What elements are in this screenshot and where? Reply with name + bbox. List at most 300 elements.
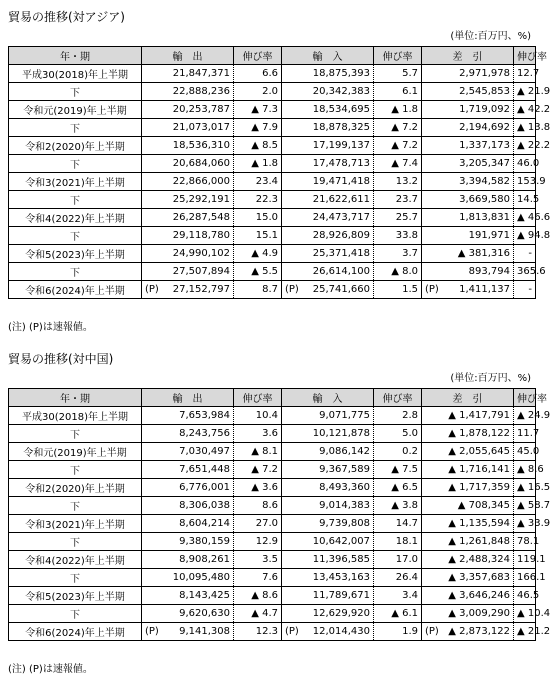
imports-cell [282,533,374,551]
table-row [9,605,536,623]
exports-value: 26,287,548 [172,212,230,223]
imports-value: 19,471,418 [312,176,370,187]
imports-value: 28,926,809 [312,230,370,241]
imports-cell [282,407,374,425]
imports-value: 8,493,360 [319,482,370,493]
china-unit-label: (単位:百万円、%) [450,373,531,384]
imports-rate-cell: ▲ 7.4 [374,155,422,173]
exports-rate-cell: 23.4 [234,173,282,191]
imports-rate-cell: 18.1 [374,533,422,551]
header-exports: 輸 出 [142,389,234,407]
exports-cell [142,515,234,533]
balance-cell [422,101,514,119]
balance-value: ▲ 1,417,791 [448,410,510,421]
exports-rate-cell: ▲ 7.9 [234,119,282,137]
balance-rate-cell: ▲ 10.4 [514,605,536,623]
balance-rate-cell: ▲ 21.2 [514,623,536,641]
balance-value: ▲ 381,316 [457,248,510,259]
balance-value: ▲ 1,261,848 [448,536,510,547]
balance-rate-cell: ▲ 24.9 [514,407,536,425]
balance-value: ▲ 2,055,645 [448,446,510,457]
imports-rate-cell: 6.1 [374,83,422,101]
period-cell: 令和元(2019)年上半期 [9,443,142,461]
imports-value: 13,453,163 [312,572,370,583]
balance-cell [422,407,514,425]
header-exports: 輸 出 [142,47,234,65]
header-period: 年・期 [9,47,142,65]
exports-cell [142,407,234,425]
period-cell: 下 [9,497,142,515]
exports-rate-cell: 3.5 [234,551,282,569]
header-imports: 輸 入 [282,389,374,407]
exports-cell [142,281,234,299]
exports-value: 20,684,060 [172,158,230,169]
imports-rate-cell: 5.0 [374,425,422,443]
exports-value: 9,380,159 [179,536,230,547]
header-balance: 差 引 [422,389,514,407]
china-section [8,352,550,677]
imports-rate-cell: 25.7 [374,209,422,227]
balance-rate-cell: 14.5 [514,191,536,209]
imports-cell [282,281,374,299]
imports-value: 24,473,717 [312,212,370,223]
exports-rate-cell: 22.3 [234,191,282,209]
balance-cell [422,497,514,515]
exports-value: 8,908,261 [179,554,230,565]
header-imports: 輸 入 [282,47,374,65]
balance-rate-cell: 46.0 [514,155,536,173]
balance-rate-cell: 119.1 [514,551,536,569]
balance-cell [422,191,514,209]
balance-value: 191,971 [468,230,510,241]
exports-value: 22,888,236 [172,86,230,97]
imports-cell [282,587,374,605]
china-note: (注) (P)は速報値。 [8,664,93,675]
table-row [9,119,536,137]
period-cell: 下 [9,191,142,209]
balance-cell [422,245,514,263]
exports-rate-cell: 6.6 [234,65,282,83]
period-cell: 令和3(2021)年上半期 [9,173,142,191]
table-header-row [9,47,536,65]
balance-cell [422,263,514,281]
exports-rate-cell: 7.6 [234,569,282,587]
exports-rate-cell: ▲ 4.9 [234,245,282,263]
table-row [9,227,536,245]
period-cell: 下 [9,461,142,479]
imports-rate-cell: ▲ 7.2 [374,119,422,137]
table-row [9,407,536,425]
period-cell: 平成30(2018)年上半期 [9,407,142,425]
balance-value: 1,719,092 [459,104,510,115]
exports-rate-cell: 12.9 [234,533,282,551]
imports-value: 20,342,383 [312,86,370,97]
preliminary-marker: (P) [425,284,439,295]
table-row [9,191,536,209]
balance-value: ▲ 1,716,141 [448,464,510,475]
exports-rate-cell: 12.3 [234,623,282,641]
balance-value: ▲ 1,878,122 [448,428,510,439]
exports-rate-cell: ▲ 3.6 [234,479,282,497]
china-trade-table [8,388,550,641]
header-balance-rate: 伸び率 [514,389,536,407]
exports-rate-cell: 15.0 [234,209,282,227]
table-row [9,587,536,605]
exports-cell [142,155,234,173]
exports-rate-cell: ▲ 4.7 [234,605,282,623]
asia-title: 貿易の推移(対アジア) [8,10,125,24]
balance-value: 1,337,173 [459,140,510,151]
period-cell: 下 [9,605,142,623]
exports-cell [142,83,234,101]
table-row [9,173,536,191]
exports-value: 21,847,371 [172,68,230,79]
exports-rate-cell: 3.6 [234,425,282,443]
balance-rate-cell: 365.6 [514,263,536,281]
imports-cell [282,551,374,569]
period-cell: 令和5(2023)年上半期 [9,587,142,605]
imports-value: 9,739,808 [319,518,370,529]
table-row [9,245,536,263]
header-import-rate: 伸び率 [374,47,422,65]
period-cell: 令和元(2019)年上半期 [9,101,142,119]
balance-rate-cell: ▲ 21.9 [514,83,536,101]
exports-cell [142,173,234,191]
period-cell: 令和6(2024)年上半期 [9,623,142,641]
period-cell: 令和6(2024)年上半期 [9,281,142,299]
imports-rate-cell: ▲ 1.8 [374,101,422,119]
balance-cell [422,587,514,605]
exports-cell [142,623,234,641]
exports-cell [142,587,234,605]
imports-value: 9,086,142 [319,446,370,457]
exports-value: 7,030,497 [179,446,230,457]
balance-value: 1,813,831 [459,212,510,223]
imports-value: 21,622,611 [312,194,370,205]
imports-value: 18,878,325 [312,122,370,133]
imports-cell [282,425,374,443]
exports-cell [142,569,234,587]
imports-value: 12,629,920 [312,608,370,619]
china-table-body [9,407,550,641]
exports-cell [142,461,234,479]
imports-value: 18,875,393 [312,68,370,79]
imports-cell [282,497,374,515]
exports-value: 29,118,780 [172,230,230,241]
balance-cell [422,569,514,587]
balance-cell [422,209,514,227]
balance-cell [422,65,514,83]
exports-value: 22,866,000 [172,176,230,187]
imports-rate-cell: 2.8 [374,407,422,425]
period-cell: 下 [9,155,142,173]
period-cell: 下 [9,263,142,281]
imports-value: 10,642,007 [312,536,370,547]
table-row [9,137,536,155]
china-title: 貿易の推移(対中国) [8,352,114,366]
period-cell: 下 [9,83,142,101]
balance-value: 1,411,137 [459,284,510,295]
table-row [9,65,536,83]
table-row [9,443,536,461]
balance-rate-cell: 12.7 [514,65,536,83]
exports-rate-cell: ▲ 7.3 [234,101,282,119]
table-header-row [9,389,536,407]
imports-rate-cell: 17.0 [374,551,422,569]
balance-cell [422,137,514,155]
header-balance: 差 引 [422,47,514,65]
exports-rate-cell: 8.7 [234,281,282,299]
exports-cell [142,605,234,623]
exports-rate-cell: ▲ 5.5 [234,263,282,281]
imports-cell [282,479,374,497]
balance-value: 3,205,347 [459,158,510,169]
preliminary-marker: (P) [285,626,299,637]
balance-rate-cell: 166.1 [514,569,536,587]
exports-value: 27,152,797 [172,284,230,295]
header-export-rate: 伸び率 [234,389,282,407]
imports-cell [282,137,374,155]
imports-rate-cell: 3.7 [374,245,422,263]
balance-rate-cell: 45.0 [514,443,536,461]
imports-value: 25,371,418 [312,248,370,259]
imports-cell [282,515,374,533]
balance-rate-cell: 46.5 [514,587,536,605]
exports-cell [142,551,234,569]
balance-cell [422,623,514,641]
period-cell: 令和4(2022)年上半期 [9,551,142,569]
exports-cell [142,137,234,155]
imports-rate-cell: 26.4 [374,569,422,587]
exports-cell [142,191,234,209]
imports-cell [282,443,374,461]
imports-value: 10,121,878 [312,428,370,439]
imports-value: 26,614,100 [312,266,370,277]
exports-value: 9,620,630 [179,608,230,619]
table-row [9,83,536,101]
imports-cell [282,263,374,281]
period-cell: 令和2(2020)年上半期 [9,479,142,497]
imports-value: 25,741,660 [312,284,370,295]
exports-cell [142,227,234,245]
imports-value: 12,014,430 [312,626,370,637]
table-row [9,425,536,443]
asia-trade-table [8,46,550,299]
exports-value: 27,507,894 [172,266,230,277]
exports-rate-cell: ▲ 7.2 [234,461,282,479]
imports-value: 9,071,775 [319,410,370,421]
balance-rate-cell: ▲ 58.7 [514,497,536,515]
exports-rate-cell: 10.4 [234,407,282,425]
imports-rate-cell: ▲ 3.8 [374,497,422,515]
exports-cell [142,443,234,461]
exports-value: 7,653,984 [179,410,230,421]
balance-rate-cell: ▲ 42.2 [514,101,536,119]
balance-cell [422,155,514,173]
exports-rate-cell: ▲ 8.6 [234,587,282,605]
balance-rate-cell: ▲ 33.9 [514,515,536,533]
table-row [9,623,536,641]
exports-cell [142,263,234,281]
balance-value: 2,194,692 [459,122,510,133]
imports-cell [282,173,374,191]
balance-cell [422,281,514,299]
exports-value: 21,073,017 [172,122,230,133]
table-row [9,155,536,173]
exports-cell [142,245,234,263]
table-row [9,461,536,479]
preliminary-marker: (P) [145,284,159,295]
balance-cell [422,479,514,497]
table-row [9,101,536,119]
period-cell: 下 [9,425,142,443]
imports-value: 9,014,383 [319,500,370,511]
balance-cell [422,425,514,443]
exports-cell [142,533,234,551]
balance-cell [422,173,514,191]
exports-rate-cell: ▲ 8.1 [234,443,282,461]
table-row [9,479,536,497]
balance-value: ▲ 1,135,594 [448,518,510,529]
balance-value: ▲ 1,717,359 [448,482,510,493]
balance-rate-cell: 78.1 [514,533,536,551]
balance-rate-cell: ▲ 94.8 [514,227,536,245]
exports-value: 8,243,756 [179,428,230,439]
imports-rate-cell: 0.2 [374,443,422,461]
period-cell: 令和4(2022)年上半期 [9,209,142,227]
balance-rate-cell: ▲ 16.5 [514,479,536,497]
preliminary-marker: (P) [145,626,159,637]
table-row [9,533,536,551]
table-row [9,515,536,533]
asia-section [8,10,550,335]
imports-cell [282,245,374,263]
header-export-rate: 伸び率 [234,47,282,65]
imports-cell [282,623,374,641]
exports-rate-cell: 27.0 [234,515,282,533]
table-row [9,497,536,515]
balance-value: 3,669,580 [459,194,510,205]
header-period: 年・期 [9,389,142,407]
imports-cell [282,227,374,245]
period-cell: 令和5(2023)年上半期 [9,245,142,263]
preliminary-marker: (P) [285,284,299,295]
table-row [9,281,536,299]
balance-cell [422,119,514,137]
imports-cell [282,209,374,227]
imports-rate-cell: 1.5 [374,281,422,299]
balance-rate-cell: ▲ 46.6 [514,209,536,227]
exports-value: 24,990,102 [172,248,230,259]
exports-cell [142,65,234,83]
balance-value: ▲ 708,345 [457,500,510,511]
exports-cell [142,497,234,515]
imports-rate-cell: 1.9 [374,623,422,641]
exports-value: 8,143,425 [179,590,230,601]
period-cell: 下 [9,533,142,551]
balance-value: ▲ 3,646,246 [448,590,510,601]
imports-cell [282,155,374,173]
balance-rate-cell: - [514,245,536,263]
table-row [9,263,536,281]
asia-unit-label: (単位:百万円、%) [450,31,531,42]
imports-rate-cell: ▲ 8.0 [374,263,422,281]
balance-value: ▲ 2,488,324 [448,554,510,565]
exports-cell [142,101,234,119]
exports-value: 20,253,787 [172,104,230,115]
asia-table-body [9,65,550,299]
period-cell: 下 [9,119,142,137]
period-cell: 平成30(2018)年上半期 [9,65,142,83]
imports-rate-cell: 13.2 [374,173,422,191]
imports-cell [282,461,374,479]
balance-cell [422,227,514,245]
imports-value: 17,199,137 [312,140,370,151]
table-row [9,569,536,587]
exports-rate-cell: 15.1 [234,227,282,245]
balance-cell [422,443,514,461]
imports-value: 9,367,589 [319,464,370,475]
imports-rate-cell: 14.7 [374,515,422,533]
balance-rate-cell: - [514,281,536,299]
preliminary-marker: (P) [425,626,439,637]
balance-rate-cell: 153.9 [514,173,536,191]
balance-rate-cell: 11.7 [514,425,536,443]
exports-value: 8,604,214 [179,518,230,529]
exports-rate-cell: ▲ 1.8 [234,155,282,173]
imports-rate-cell: 5.7 [374,65,422,83]
exports-value: 25,292,191 [172,194,230,205]
period-cell: 下 [9,227,142,245]
imports-value: 18,534,695 [312,104,370,115]
imports-value: 11,396,585 [312,554,370,565]
balance-rate-cell: ▲ 8.6 [514,461,536,479]
balance-cell [422,605,514,623]
balance-rate-cell: ▲ 13.8 [514,119,536,137]
balance-value: 2,545,853 [459,86,510,97]
balance-value: 893,794 [468,266,510,277]
balance-cell [422,533,514,551]
imports-rate-cell: ▲ 7.2 [374,137,422,155]
exports-cell [142,479,234,497]
exports-rate-cell: ▲ 8.5 [234,137,282,155]
header-import-rate: 伸び率 [374,389,422,407]
imports-rate-cell: 23.7 [374,191,422,209]
exports-rate-cell: 2.0 [234,83,282,101]
balance-value: ▲ 2,873,122 [448,626,510,637]
exports-rate-cell: 8.6 [234,497,282,515]
imports-value: 17,478,713 [312,158,370,169]
imports-cell [282,191,374,209]
imports-cell [282,119,374,137]
exports-value: 18,536,310 [172,140,230,151]
balance-cell [422,551,514,569]
imports-value: 11,789,671 [312,590,370,601]
balance-value: ▲ 3,357,683 [448,572,510,583]
imports-cell [282,101,374,119]
exports-cell [142,425,234,443]
imports-cell [282,605,374,623]
exports-cell [142,209,234,227]
imports-rate-cell: 33.8 [374,227,422,245]
imports-cell [282,83,374,101]
exports-value: 6,776,001 [179,482,230,493]
imports-rate-cell: 3.4 [374,587,422,605]
imports-cell [282,569,374,587]
period-cell: 下 [9,569,142,587]
balance-cell [422,83,514,101]
exports-value: 7,651,448 [179,464,230,475]
